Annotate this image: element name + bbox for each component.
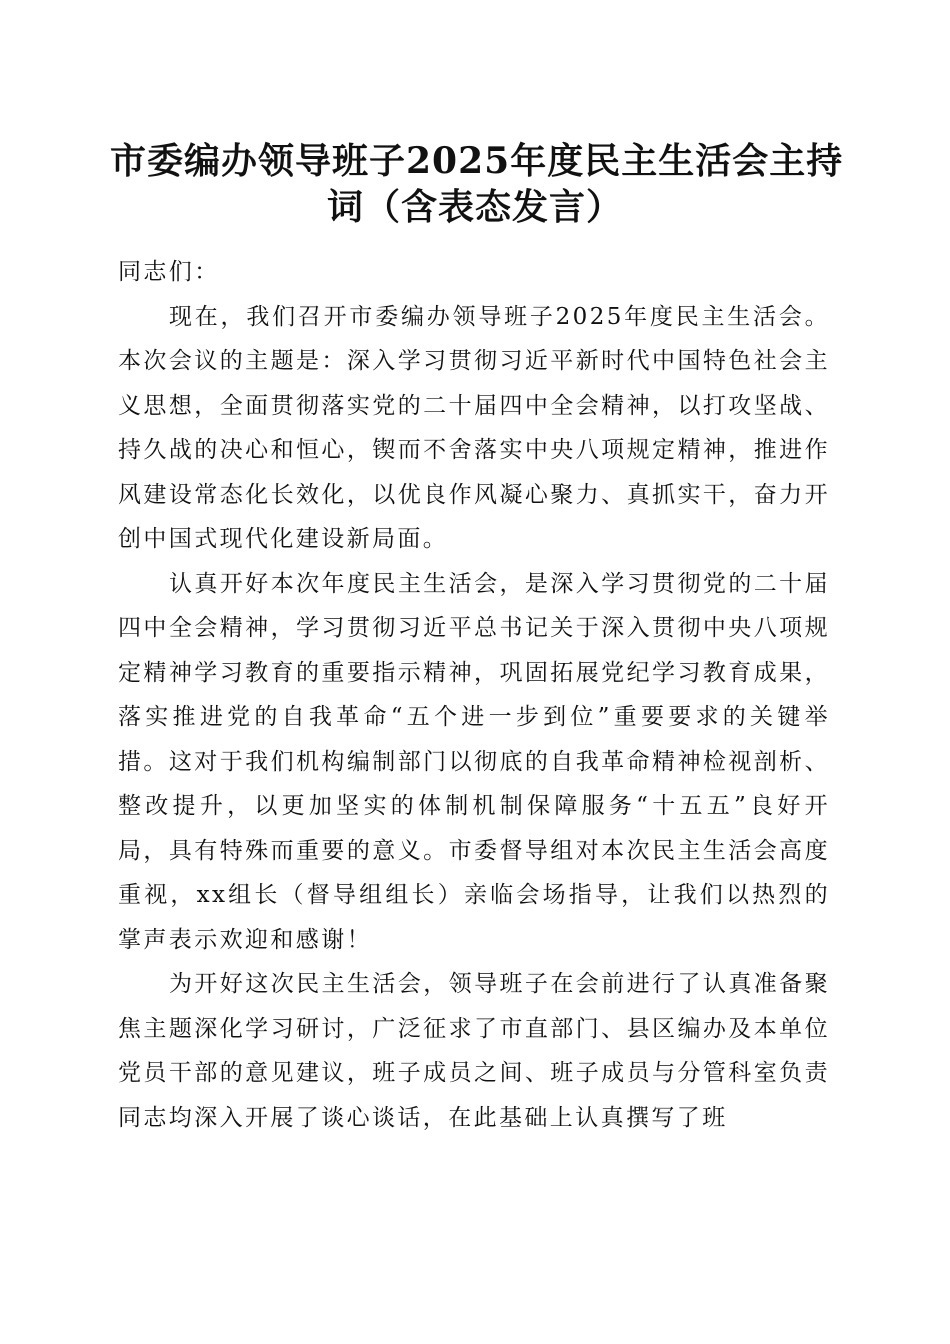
title-line-1: 市委编办领导班子2025年度民主生活会主持 bbox=[110, 140, 844, 182]
paragraph-opening: 现在，我们召开市委编办领导班子2025年度民主生活会。本次会议的主题是：深入学习贯彻习近平新时代中国特色社会主义思想，全面贯彻落实党的二十届四中全会精神，以打攻坚战、持久战的决心和恒心，锲而不舍落实中央八项规定精神，推进作风建设常态化长效化，以优良作风凝心聚力、真抓实干，奋力开创中国式现代化建设新局面。 bbox=[118, 303, 830, 552]
document-body bbox=[118, 250, 830, 1140]
paragraph-preparation: 为开好这次民主生活会，领导班子在会前进行了认真准备聚焦主题深化学习研讨，广泛征求了市直部门、县区编办及本单位党员干部的意见建议，班子成员之间、班子成员与分管科室负责同志均深入开展了谈心谈话，在此基础上认真撰写了班 bbox=[118, 971, 830, 1131]
salutation: 同志们： bbox=[118, 259, 220, 285]
document-title bbox=[110, 138, 844, 230]
paragraph-significance: 认真开好本次年度民主生活会，是深入学习贯彻党的二十届四中全会精神，学习贯彻习近平总书记关于深入贯彻中央八项规定精神学习教育的重要指示精神，巩固拓展党纪学习教育成果，落实推进党的自我革命“五个进一步到位”重要要求的关键举措。这对于我们机构编制部门以彻底的自我革命精神检视剖析、整改提升，以更加坚实的体制机制保障服务“十五五”良好开局，具有特殊而重要的意义。市委督导组对本次民主生活会高度重视，xx组长（督导组组长）亲临会场指导，让我们以热烈的掌声表示欢迎和感谢！ bbox=[118, 570, 830, 953]
title-line-2: 词（含表态发言） bbox=[326, 186, 623, 228]
